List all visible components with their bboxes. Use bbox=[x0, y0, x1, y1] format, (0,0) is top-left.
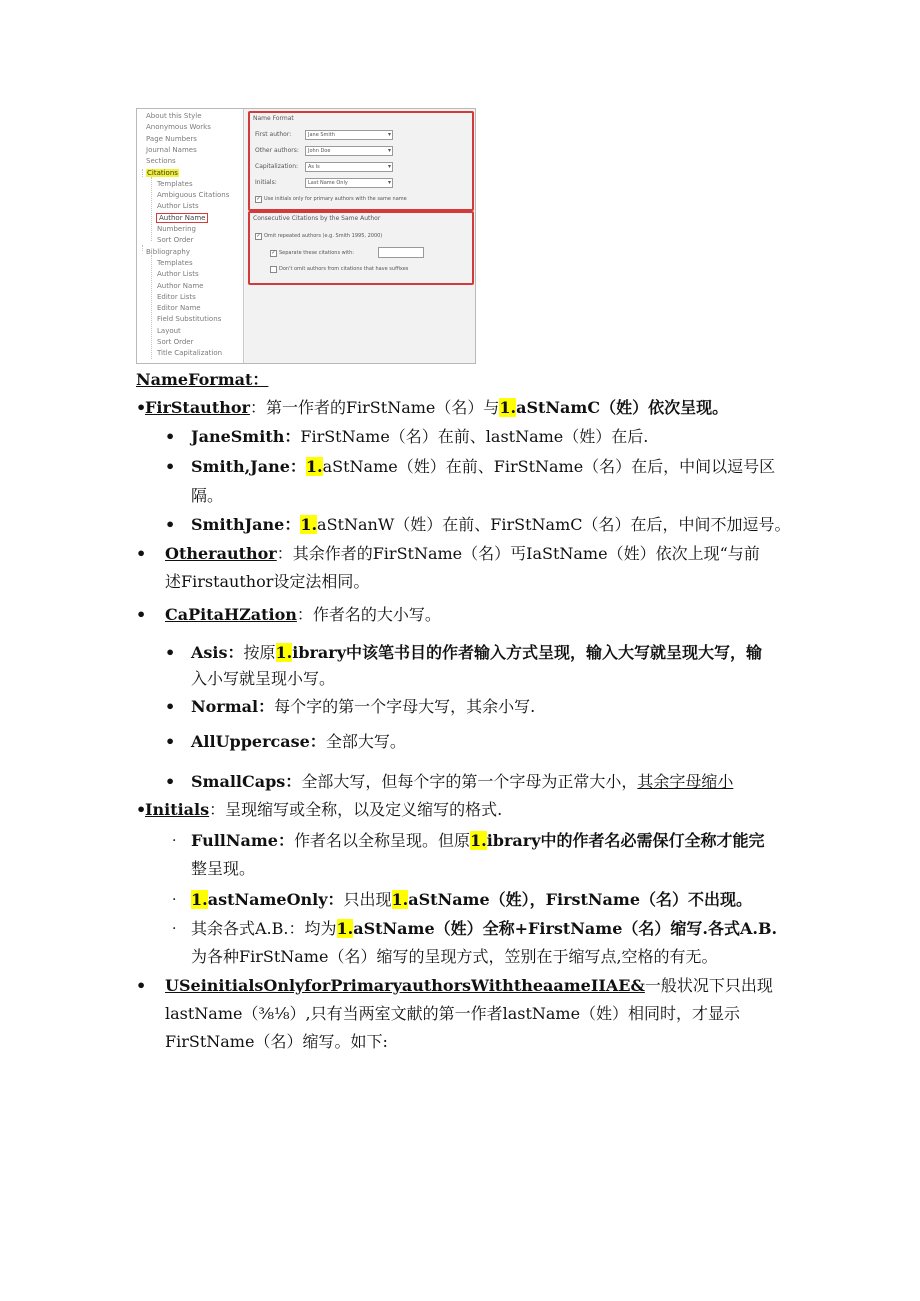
alluppercase-line: AllUppercase：全部大写。 bbox=[191, 732, 406, 751]
normal-line: Normal：每个字的第一个字母大写，其余小写. bbox=[191, 697, 536, 716]
tree-item[interactable]: Editor Name bbox=[157, 304, 201, 313]
use-initials-line: USeinitialsOnlyforPrimaryauthorsWiththeaameIIAE&一般状况下只出现 bbox=[165, 976, 773, 995]
name-format-group bbox=[248, 111, 474, 211]
dot-lastnameonly: · bbox=[172, 892, 177, 908]
initials-line: Initials：呈现缩写或全称，以及定义缩写的格式. bbox=[145, 800, 503, 819]
smallcaps-line: SmallCaps：全部大写，但每个字的第一个字母为正常大小，其余字母缩小 bbox=[191, 772, 734, 791]
initials-label: Initials: bbox=[255, 179, 277, 186]
embedded-screenshot bbox=[136, 108, 476, 364]
tree-item[interactable]: Journal Names bbox=[146, 145, 197, 154]
tree-item[interactable]: Author Lists bbox=[157, 270, 199, 279]
tree-item[interactable]: Author Name bbox=[157, 281, 204, 290]
omit-repeated-label: Omit repeated authors (e.g. Smith 1995, 2000) bbox=[264, 233, 383, 239]
omit-repeated-checkbox[interactable]: ✓ bbox=[256, 233, 261, 239]
tree-item[interactable]: Title Capitalization bbox=[157, 349, 223, 358]
tree-item[interactable]: Sort Order bbox=[157, 236, 194, 245]
tree-item[interactable]: Layout bbox=[157, 326, 181, 335]
tree-item[interactable]: Anonymous Works bbox=[146, 123, 211, 132]
initials-primary-label: Use initials only for primary authors with the same name bbox=[264, 196, 407, 202]
smithjane-line: SmithJane：1.aStNanW（姓）在前、FirStNamC（名）在后，中间不加逗号。 bbox=[191, 515, 791, 534]
asis-cont: 入小写就呈现小写。 bbox=[191, 669, 336, 688]
bullet-use-initials: • bbox=[136, 976, 147, 995]
smith-comma-cont: 隔。 bbox=[191, 486, 224, 505]
separate-label: Separate these citations with: bbox=[279, 250, 354, 256]
tree-item[interactable]: Templates bbox=[157, 179, 193, 188]
other-authors-select[interactable]: John Doe ▾ bbox=[305, 146, 393, 156]
tree-item[interactable]: Citations bbox=[147, 168, 178, 177]
use-initials-cont-1: lastName（⅜⅛）,只有当两室文献的第一作者lastName（姓）相同时，才显示 bbox=[165, 1004, 741, 1023]
first-author-select[interactable]: Jane Smith ▾ bbox=[305, 130, 393, 140]
suffix-checkbox[interactable] bbox=[270, 266, 277, 273]
tree-item[interactable]: Author Lists bbox=[157, 202, 199, 211]
lastnameonly-line: 1.astNameOnly：只出现1.aStName（姓），FirstName（名）不出现。 bbox=[191, 890, 753, 909]
consecutive-title: Consecutive Citations by the Same Author bbox=[253, 215, 381, 222]
tree-item[interactable]: Templates bbox=[157, 258, 193, 267]
bullet-initials: • bbox=[136, 800, 147, 819]
fullname-line: FullName：作者名以全称呈现。但原1.ibrary中的作者名必需保仃全称才能完 bbox=[191, 831, 765, 850]
capitalization-select[interactable]: As Is ▾ bbox=[305, 162, 393, 172]
other-author-line: Otherauthor：其余作者的FirStName（名）丐IaStName（姓）依次上现“与前 bbox=[165, 544, 760, 563]
tree-item[interactable]: Sort Order bbox=[157, 338, 194, 346]
other-formats-line: 其余各式A.B.：均为1.aStName（姓）全称+FirstName（名）缩写.各式A.B. bbox=[191, 919, 778, 938]
first-author-label: First author: bbox=[255, 131, 292, 138]
bullet-normal: • bbox=[165, 697, 176, 716]
initials-select[interactable]: Last Name Only ▾ bbox=[305, 178, 393, 188]
capitalization-label: Capitalization: bbox=[255, 163, 299, 170]
other-formats-cont: 为各种FirStName（名）缩写的呈现方式，笠别在于缩写点,空格的有无。 bbox=[191, 947, 718, 966]
fullname-cont: 整呈现。 bbox=[191, 859, 256, 878]
smith-comma-line: Smith,Jane：1.aStName（姓）在前、FirStName（名）在后，中间以逗号区 bbox=[191, 457, 776, 476]
dot-fullname: · bbox=[172, 833, 177, 849]
separator-input[interactable] bbox=[378, 247, 424, 258]
tree-item[interactable]: Sections bbox=[146, 157, 176, 166]
tree-item[interactable]: About this Style bbox=[146, 112, 202, 120]
asis-line: Asis：按原1.ibrary中该笔书目的作者输入方式呈现，输入大写就呈现大写，输 bbox=[191, 643, 763, 662]
bullet-asis: • bbox=[165, 643, 176, 662]
style-tree bbox=[137, 109, 244, 363]
bullet-other-author: • bbox=[136, 544, 147, 563]
section-heading: NameFormat： bbox=[136, 370, 269, 389]
tree-item[interactable]: Editor Lists bbox=[157, 292, 196, 301]
initials-primary-checkbox[interactable]: ✓ bbox=[256, 196, 261, 202]
tree-item[interactable]: Author Name bbox=[159, 213, 206, 222]
other-authors-label: Other authors: bbox=[255, 147, 299, 154]
dot-other-formats: · bbox=[172, 921, 177, 937]
bullet-capitalization: • bbox=[136, 605, 147, 624]
first-author-line: FirStauthor：第一作者的FirStName（名）与1.aStNamC（姓）依次呈现。 bbox=[145, 398, 729, 417]
settings-pane bbox=[245, 109, 475, 363]
tree-item[interactable]: Numbering bbox=[157, 225, 196, 233]
tree-item[interactable]: Ambiguous Citations bbox=[157, 191, 230, 200]
janesmith-line: JaneSmith：FirStName（名）在前、lastName（姓）在后. bbox=[191, 427, 649, 446]
bullet-smallcaps: • bbox=[165, 772, 176, 791]
capitalization-line: CaPitaHZation：作者名的大小写。 bbox=[165, 605, 441, 624]
consecutive-group bbox=[248, 211, 474, 285]
bullet-first-author: • bbox=[136, 398, 147, 417]
bullet-janesmith: • bbox=[165, 427, 176, 446]
tree-item[interactable]: Bibliography bbox=[146, 247, 190, 256]
use-initials-cont-2: FirStName（名）缩写。如下: bbox=[165, 1032, 388, 1051]
suffix-label: Don't omit authors from citations that have suffixes bbox=[279, 266, 409, 272]
other-author-cont: 述Firstauthor设定法相同。 bbox=[165, 572, 370, 591]
name-format-title: Name Format bbox=[253, 115, 294, 122]
tree-item[interactable]: Page Numbers bbox=[146, 134, 197, 143]
bullet-alluppercase: • bbox=[165, 732, 176, 751]
bullet-smith-comma: • bbox=[165, 457, 176, 476]
bullet-smithjane: • bbox=[165, 515, 176, 534]
tree-item[interactable]: Field Substitutions bbox=[157, 315, 222, 324]
separate-checkbox[interactable]: ✓ bbox=[271, 250, 276, 256]
